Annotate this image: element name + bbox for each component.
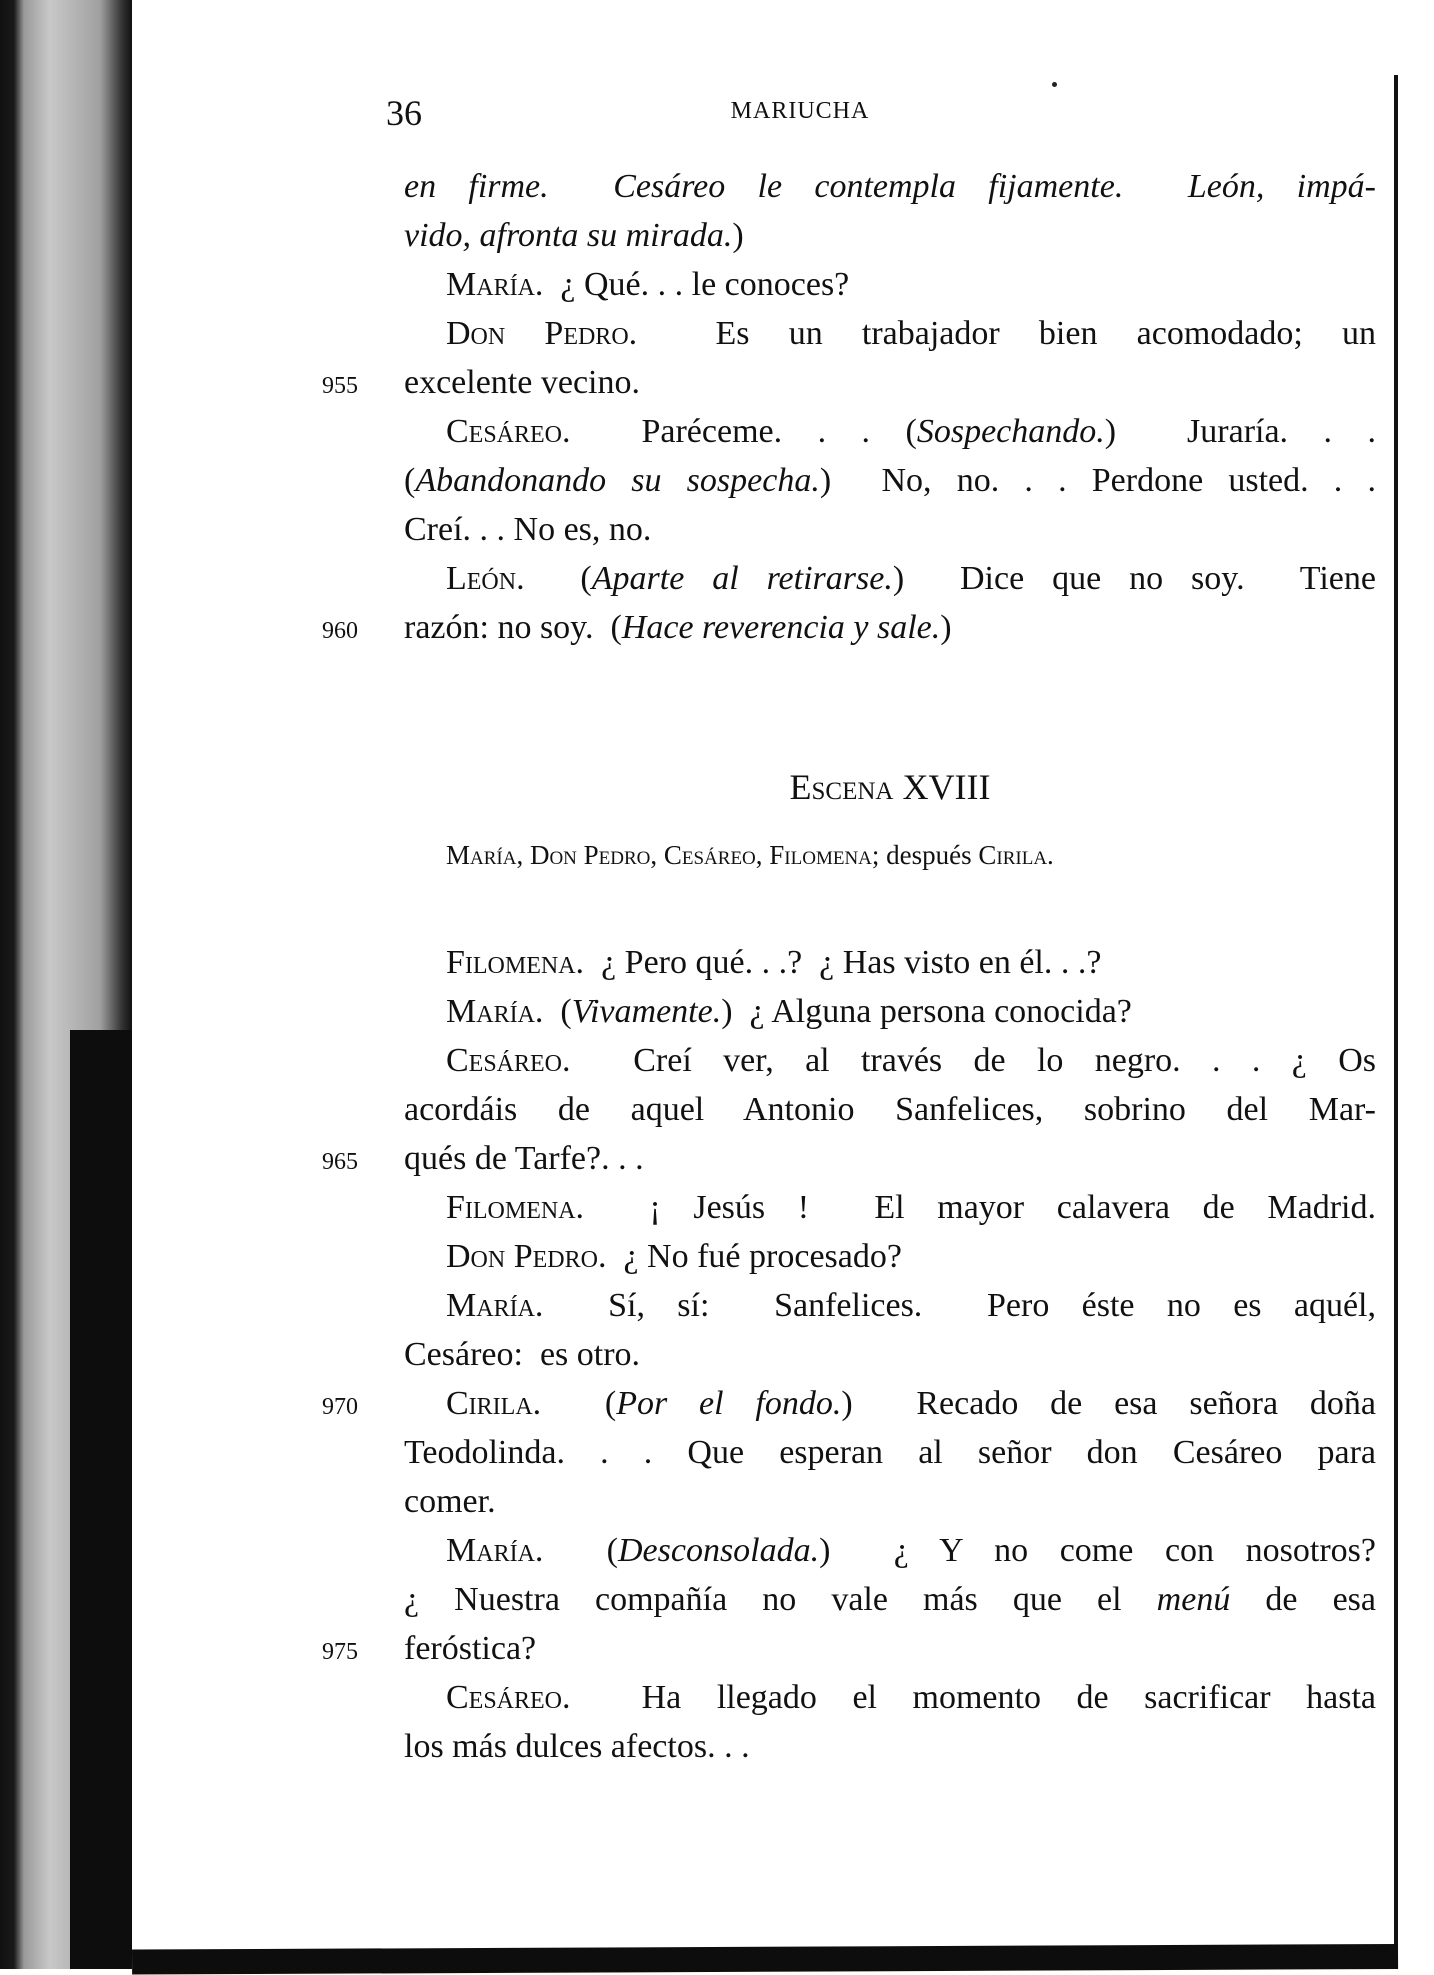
text-line: [404, 1183, 1376, 1232]
speaker-name: Filomena.: [446, 1189, 585, 1226]
text-line: [404, 1281, 1376, 1330]
scan-page-edge-bottom: [132, 1944, 1398, 1975]
speaker-name: Cesáreo.: [446, 1679, 571, 1716]
cast-list: [446, 840, 1346, 871]
dialogue-text: (: [543, 1532, 618, 1569]
stage-direction: Sospechando.: [916, 413, 1105, 450]
text-line: [404, 456, 1376, 505]
dialogue-text: acordáis de aquel Antonio Sanfelices, sobrino del Mar-: [404, 1091, 1376, 1128]
speaker-name: Don Pedro.: [446, 315, 638, 352]
dialogue-text: qués de Tarfe?. . .: [404, 1140, 644, 1177]
dialogue-text: ) ¿ Y no come con nosotros?: [819, 1532, 1376, 1569]
text-line: [404, 1673, 1376, 1722]
dialogue-text: ): [732, 217, 744, 254]
stage-direction: Abandonando su sospecha.: [415, 462, 820, 499]
text-line: [322, 1624, 1376, 1673]
line-number: 955: [322, 373, 358, 399]
dialogue-text: Teodolinda. . . Que esperan al señor don Cesáreo para: [404, 1434, 1376, 1471]
cast-entry: María, Don Pedro, Cesáreo, Filomena;: [446, 840, 880, 870]
line-number: 970: [322, 1394, 358, 1420]
text-block-lower: [322, 938, 1377, 1771]
dialogue-text: razón: no soy. (: [404, 609, 622, 646]
line-number: 965: [322, 1149, 358, 1175]
text-line: [322, 603, 1376, 652]
stage-direction: Desconsolada.: [617, 1532, 820, 1569]
dialogue-text: excelente vecino.: [404, 364, 640, 401]
cast-entry: Cirila.: [978, 840, 1054, 870]
dialogue-text: Ha llegado el momento de sacrificar hasta: [570, 1679, 1376, 1716]
scan-speck: [1052, 82, 1057, 87]
stage-direction: Hace reverencia y sale.: [621, 609, 941, 646]
speaker-name: Filomena.: [446, 944, 585, 981]
dialogue-text: Creí. . . No es, no.: [404, 511, 652, 548]
text-line: [404, 260, 1376, 309]
text-line: [404, 1330, 1376, 1379]
speaker-name: Don Pedro.: [446, 1238, 607, 1275]
cast-entry: después: [879, 840, 979, 870]
text-line: [404, 1036, 1376, 1085]
dialogue-text: ¿ No fué procesado?: [606, 1238, 902, 1275]
stage-direction: menú: [1156, 1581, 1231, 1618]
dialogue-text: ) Recado de esa señora doña: [841, 1385, 1377, 1422]
text-line: [322, 1134, 1376, 1183]
line-number: 975: [322, 1639, 358, 1665]
speaker-name: María.: [446, 1287, 544, 1324]
dialogue-text: ): [940, 609, 952, 646]
dialogue-text: Es un trabajador bien acomodado; un: [637, 315, 1376, 352]
dialogue-text: ) Dice que no soy. Tiene: [892, 560, 1376, 597]
speaker-name: León.: [446, 560, 525, 597]
speaker-name: María.: [446, 993, 544, 1030]
text-line: [404, 554, 1376, 603]
dialogue-text: ) ¿ Alguna persona conocida?: [721, 993, 1132, 1030]
text-line: [404, 1232, 1376, 1281]
scan-binding-shadow-lower: [70, 1030, 132, 1969]
text-line: [404, 987, 1376, 1036]
dialogue-text: Paréceme. . . (: [570, 413, 917, 450]
running-title: MARIUCHA: [730, 98, 870, 124]
stage-direction: en firme. Cesáreo le contempla fijamente. León, impá-: [404, 168, 1376, 205]
scene-heading: [404, 766, 1376, 808]
dialogue-text: feróstica?: [404, 1630, 537, 1667]
text-line: [404, 938, 1376, 987]
dialogue-text: comer.: [404, 1483, 496, 1520]
dialogue-text: los más dulces afectos. . .: [404, 1728, 750, 1765]
dialogue-text: (: [543, 993, 572, 1030]
text-line: [404, 1575, 1376, 1624]
text-line: [404, 1428, 1376, 1477]
page-number: 36: [386, 93, 422, 133]
text-line: [404, 505, 1376, 554]
dialogue-text: Creí ver, al través de lo negro. . . ¿ Os: [570, 1042, 1376, 1079]
text-line: [404, 407, 1376, 456]
dialogue-text: (: [404, 462, 416, 499]
text-line: [404, 1477, 1376, 1526]
text-line: [404, 211, 1376, 260]
stage-direction: vido, afronta su mirada.: [404, 217, 733, 254]
speaker-name: Cesáreo.: [446, 413, 571, 450]
dialogue-text: Cesáreo: es otro.: [404, 1336, 641, 1373]
line-number: 960: [322, 618, 358, 644]
dialogue-text: ) Juraría. . .: [1104, 413, 1376, 450]
dialogue-text: (: [524, 560, 592, 597]
text-line: [404, 162, 1376, 211]
stage-direction: Vivamente.: [571, 993, 722, 1030]
scene-numeral: XVIII: [902, 767, 991, 807]
text-line: [322, 1379, 1377, 1428]
scene-word: Escena: [789, 767, 894, 807]
stage-direction: Aparte al retirarse.: [591, 560, 893, 597]
speaker-name: María.: [446, 1532, 544, 1569]
text-line: [404, 309, 1376, 358]
text-line: [322, 358, 1376, 407]
dialogue-text: (: [541, 1385, 617, 1422]
speaker-name: Cirila.: [446, 1385, 542, 1422]
dialogue-text: ¿ Nuestra compañía no vale más que el: [404, 1581, 1157, 1618]
dialogue-text: ¿ Pero qué. . .? ¿ Has visto en él. . .?: [584, 944, 1102, 981]
speaker-name: María.: [446, 266, 544, 303]
text-line: [404, 1722, 1376, 1771]
dialogue-text: Sí, sí: Sanfelices. Pero éste no es aquél,: [543, 1287, 1376, 1324]
dialogue-text: ¡ Jesús ! El mayor calavera de Madrid.: [584, 1189, 1376, 1226]
speaker-name: Cesáreo.: [446, 1042, 571, 1079]
dialogue-text: ¿ Qué. . . le conoces?: [543, 266, 850, 303]
stage-direction: Por el fondo.: [616, 1385, 842, 1422]
text-line: [404, 1526, 1376, 1575]
dialogue-text: ) No, no. . . Perdone usted. . .: [819, 462, 1376, 499]
scan-page-edge-right: [1394, 75, 1398, 1960]
text-block-upper: [322, 162, 1376, 652]
dialogue-text: de esa: [1230, 1581, 1376, 1618]
text-line: [404, 1085, 1376, 1134]
